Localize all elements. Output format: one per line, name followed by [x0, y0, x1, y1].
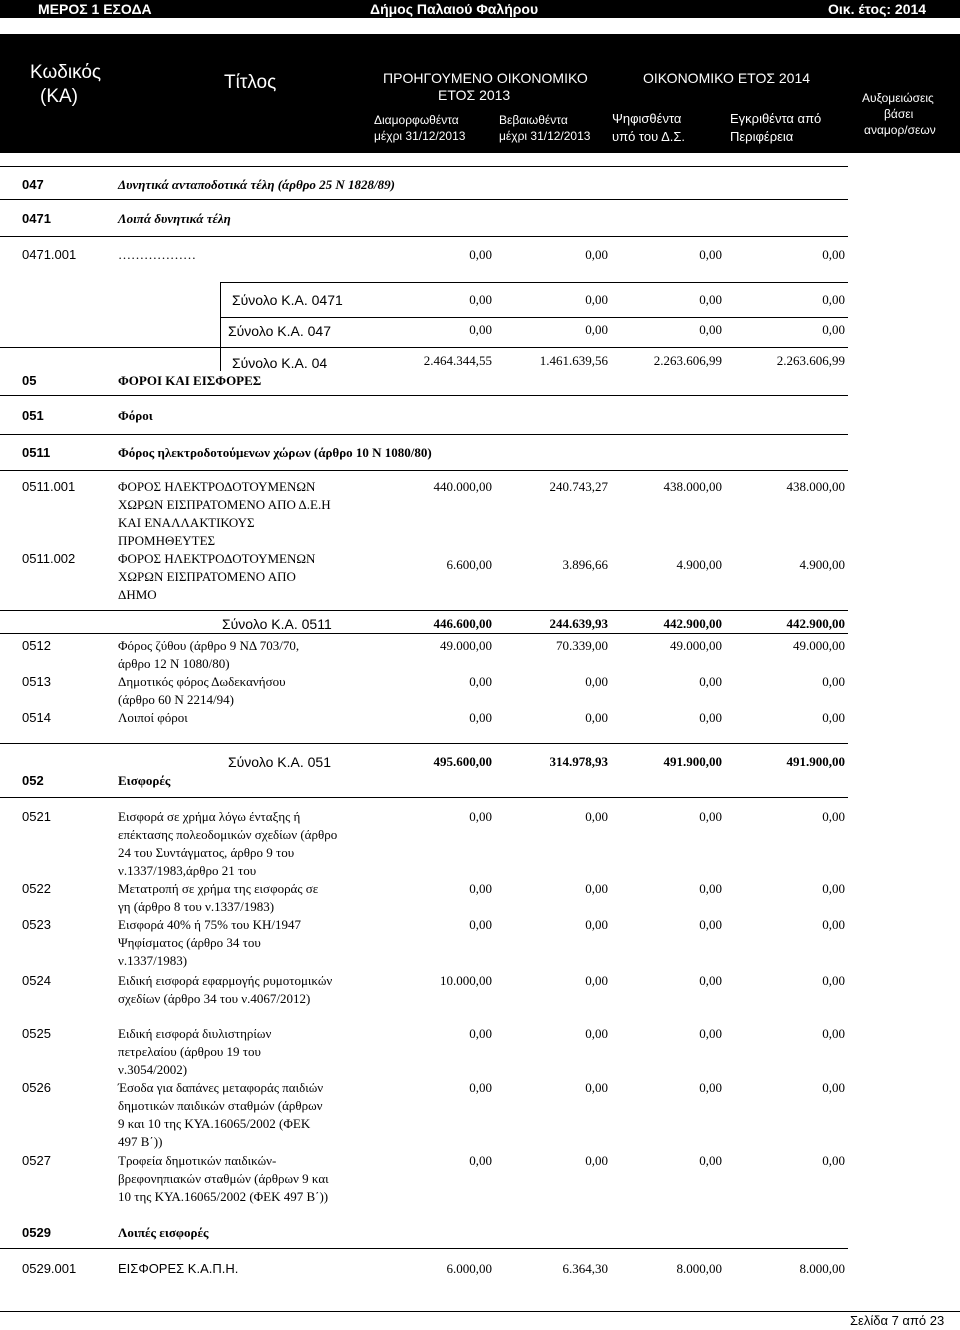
row-code: 0524: [22, 973, 51, 988]
row-divider: [0, 347, 848, 348]
section-label: ΜΕΡΟΣ 1 ΕΣΟΔΑ: [38, 1, 152, 17]
row-code: 0511.002: [22, 551, 76, 566]
row-code: 0521: [22, 809, 51, 824]
subtotal-value: 0,00: [822, 322, 845, 337]
value-voted: 0,00: [699, 710, 722, 725]
value-approved: 0,00: [822, 1026, 845, 1041]
row-code: 0525: [22, 1026, 51, 1041]
value-prev-formed: 0,00: [469, 247, 492, 262]
row-title: Ειδική εισφορά διυλιστηρίων πετρελαίου (άρθρου 19 του ν.3054/2002): [118, 1026, 272, 1077]
value-approved: 438.000,00: [786, 479, 845, 494]
total-frame: [220, 347, 221, 371]
subtotal-value: 495.600,00: [433, 754, 492, 769]
subtotal-value: 2.263.606,99: [653, 353, 722, 368]
subtotal-value: 442.900,00: [786, 616, 845, 631]
row-divider: [0, 236, 848, 237]
value-prev-formed: 0,00: [469, 1026, 492, 1041]
cur-col1-header-sub: υπό του Δ.Σ.: [612, 129, 686, 144]
value-voted: 0,00: [699, 1153, 722, 1168]
cur-year-header: ΟΙΚΟΝΟΜΙΚΟ ΕΤΟΣ 2014: [643, 70, 811, 86]
column-header: [0, 34, 960, 153]
value-approved: 0,00: [822, 710, 845, 725]
row-title: Μετατροπή σε χρήμα της εισφοράς σε γη (άρθρο 8 του ν.1337/1983): [118, 881, 319, 914]
value-approved: 0,00: [822, 1080, 845, 1095]
value-prev-formed: 0,00: [469, 674, 492, 689]
row-title: ΦΟΡΟΣ ΗΛΕΚΤΡΟΔΟΤΟΥΜΕΝΩΝ ΧΩΡΩΝ ΕΙΣΠΡΑΤΟΜΕΝΟ ΑΠΟ Δ.Ε.Η ΚΑΙ ΕΝΑΛΛΑΚΤΙΚΟΥΣ ΠΡΟΜΗΘΕΥΤΕΣ: [118, 479, 331, 548]
value-voted: 438.000,00: [663, 479, 722, 494]
row-title: Λοιπά δυνητικά τέλη: [118, 211, 231, 226]
prev-col1-header: Διαμορφωθέντα: [374, 113, 459, 127]
subtotal-value: 491.900,00: [786, 754, 845, 769]
row-title: Έσοδα για δαπάνες μεταφοράς παιδιών δημοτικών παιδικών σταθμών (άρθρων 9 και 10 της ΚΥΑ.16065/2002 (ΦΕΚ 497 Β΄)): [118, 1080, 324, 1149]
row-title: Εισφορά 40% ή 75% του ΚΗ/1947 Ψηφίσματος (άρθρο 34 του ν.1337/1983): [118, 917, 302, 968]
value-prev-formed: 6.000,00: [446, 1261, 492, 1276]
value-approved: 49.000,00: [793, 638, 845, 653]
row-code: 047: [22, 177, 44, 192]
row-title: ΕΙΣΦΟΡΕΣ Κ.Α.Π.Η.: [118, 1261, 239, 1276]
value-prev-certified: 240.743,27: [549, 479, 608, 494]
value-approved: 4.900,00: [799, 557, 845, 572]
subtotal-label: Σύνολο Κ.Α. 04: [232, 355, 328, 371]
row-code: 0513: [22, 674, 51, 689]
value-prev-certified: 0,00: [585, 1080, 608, 1095]
code-header: Κωδικός: [30, 62, 102, 83]
row-title: Ειδική εισφορά εφαρμογής ρυμοτομικών σχεδίων (άρθρο 34 του ν.4067/2012): [118, 973, 333, 1006]
value-voted: 0,00: [699, 1026, 722, 1041]
row-title: Τροφεία δημοτικών παιδικών-βρεφονηπιακών σταθμών (άρθρων 9 και 10 της ΚΥΑ.16065/2002 (ΦΕΚ 497 Β΄)): [118, 1153, 329, 1204]
value-prev-formed: 0,00: [469, 1080, 492, 1095]
row-title: ΦΟΡΟΙ ΚΑΙ ΕΙΣΦΟΡΕΣ: [118, 373, 262, 388]
subtotal-value: 1.461.639,56: [539, 353, 608, 368]
value-approved: 0,00: [822, 1153, 845, 1168]
row-divider: [0, 797, 848, 798]
value-voted: 0,00: [699, 1080, 722, 1095]
row-title: Φόρος ηλεκτροδοτούμενων χώρων (άρθρο 10 Ν 1080/80): [118, 445, 432, 460]
subtotal-value: 446.600,00: [433, 616, 492, 631]
subtotal-value: 442.900,00: [663, 616, 722, 631]
row-code: 051: [22, 408, 44, 423]
subtotal-value: 0,00: [699, 292, 722, 307]
value-voted: 0,00: [699, 809, 722, 824]
value-approved: 0,00: [822, 973, 845, 988]
cur-col2-header: Εγκριθέντα από: [730, 111, 822, 126]
subtotal-value: 314.978,93: [549, 754, 608, 769]
row-title: Λοιποί φόροι: [118, 710, 188, 725]
value-prev-certified: 0,00: [585, 710, 608, 725]
value-approved: 8.000,00: [799, 1261, 845, 1276]
value-approved: 0,00: [822, 809, 845, 824]
row-code: 0522: [22, 881, 51, 896]
value-prev-certified: 0,00: [585, 917, 608, 932]
subtotal-value: 491.900,00: [663, 754, 722, 769]
value-voted: 0,00: [699, 973, 722, 988]
prev-year-header-sub: ΕΤΟΣ 2013: [438, 87, 511, 103]
subtotal-label: Σύνολο Κ.Α. 0471: [232, 292, 343, 308]
value-prev-formed: 49.000,00: [440, 638, 492, 653]
row-divider: [0, 470, 848, 471]
row-code: 0523: [22, 917, 51, 932]
row-title: Φόροι: [118, 408, 153, 423]
row-title: ΦΟΡΟΣ ΗΛΕΚΤΡΟΔΟΤΟΥΜΕΝΩΝ ΧΩΡΩΝ ΕΙΣΠΡΑΤΟΜΕΝΟ ΑΠΟ ΔΗΜΟ: [118, 551, 316, 602]
row-code: 0514: [22, 710, 51, 725]
page-footer: [0, 1311, 960, 1330]
value-prev-certified: 0,00: [585, 809, 608, 824]
row-title: Φόρος ζύθου (άρθρο 9 ΝΔ 703/70, άρθρο 12 Ν 1080/80): [118, 638, 300, 671]
value-prev-certified: 0,00: [585, 674, 608, 689]
value-voted: 49.000,00: [670, 638, 722, 653]
row-title: Εισφορά σε χρήμα λόγω ένταξης ή επέκτασης πολεοδομικών σχεδίων (άρθρο 24 του Συντάγματος, άρθρο 9 του ν.1337/1983,άρθρο 21 του: [118, 809, 338, 878]
row-divider: [0, 199, 848, 200]
subtotal-value: 0,00: [585, 292, 608, 307]
row-divider: [220, 282, 848, 283]
row-divider: [0, 610, 848, 611]
value-approved: 0,00: [822, 881, 845, 896]
row-code: 0511.001: [22, 479, 76, 494]
subtotal-value: 0,00: [822, 292, 845, 307]
value-approved: 0,00: [822, 917, 845, 932]
adjust-header-sub2: αναμορ/σεων: [864, 123, 936, 137]
value-voted: 4.900,00: [676, 557, 722, 572]
row-title: Λοιπές εισφορές: [118, 1225, 209, 1240]
row-code: 0471.001: [22, 247, 77, 262]
row-divider: [0, 633, 848, 634]
cur-col1-header: Ψηφισθέντα: [612, 111, 682, 126]
value-prev-formed: 440.000,00: [433, 479, 492, 494]
value-prev-formed: 0,00: [469, 1153, 492, 1168]
subtotal-value: 244.639,93: [549, 616, 608, 631]
prev-col1-header-sub: μέχρι 31/12/2013: [374, 129, 466, 143]
cur-col2-header-sub: Περιφέρεια: [730, 129, 794, 144]
adjust-header-sub: βάσει: [884, 107, 914, 121]
value-prev-formed: 0,00: [469, 881, 492, 896]
value-prev-certified: 70.339,00: [556, 638, 608, 653]
prev-col2-header: Βεβαιωθέντα: [499, 113, 568, 127]
value-prev-formed: 10.000,00: [440, 973, 492, 988]
total-frame: [220, 317, 221, 347]
row-divider: [0, 395, 848, 396]
value-prev-certified: 6.364,30: [562, 1261, 608, 1276]
row-divider: [0, 743, 848, 744]
subtotal-label: Σύνολο Κ.Α. 0511: [222, 616, 332, 632]
prev-year-header: ΠΡΟΗΓΟΥΜΕΝΟ ΟΙΚΟΝΟΜΙΚΟ: [383, 70, 588, 86]
row-title: Δυνητικά ανταποδοτικά τέλη (άρθρο 25 Ν 1828/89): [118, 177, 395, 192]
subtotal-value: 0,00: [585, 322, 608, 337]
value-prev-formed: 0,00: [469, 917, 492, 932]
row-code: 0529.001: [22, 1261, 77, 1276]
row-divider: [0, 166, 848, 167]
subtotal-value: 0,00: [469, 322, 492, 337]
value-voted: 0,00: [699, 881, 722, 896]
value-prev-certified: 0,00: [585, 1026, 608, 1041]
prev-col2-header-sub: μέχρι 31/12/2013: [499, 129, 591, 143]
row-code: 0526: [22, 1080, 51, 1095]
row-divider: [0, 1248, 848, 1249]
value-approved: 0,00: [822, 247, 845, 262]
subtotal-value: 0,00: [699, 322, 722, 337]
row-code: 052: [22, 773, 44, 788]
value-prev-certified: 3.896,66: [562, 557, 608, 572]
row-code: 0511: [22, 445, 51, 460]
value-prev-formed: 6.600,00: [446, 557, 492, 572]
row-code: 0527: [22, 1153, 51, 1168]
title-header: Τίτλος: [224, 72, 277, 93]
top-bar: [0, 0, 960, 18]
row-code: 0471: [22, 211, 51, 226]
subtotal-value: 0,00: [469, 292, 492, 307]
subtotal-value: 2.464.344,55: [423, 353, 492, 368]
fiscal-year: Οικ. έτος: 2014: [828, 1, 927, 17]
row-divider: [0, 434, 848, 435]
value-voted: 0,00: [699, 247, 722, 262]
value-prev-certified: 0,00: [585, 247, 608, 262]
value-prev-certified: 0,00: [585, 1153, 608, 1168]
municipality-name: Δήμος Παλαιού Φαλήρου: [370, 1, 539, 17]
row-title: ………………: [118, 247, 196, 262]
value-prev-certified: 0,00: [585, 973, 608, 988]
value-prev-formed: 0,00: [469, 710, 492, 725]
subtotal-value: 2.263.606,99: [776, 353, 845, 368]
value-voted: 0,00: [699, 917, 722, 932]
value-prev-formed: 0,00: [469, 809, 492, 824]
value-approved: 0,00: [822, 674, 845, 689]
page-number: Σελίδα 7 από 23: [850, 1313, 945, 1328]
row-divider: [220, 317, 848, 318]
row-code: 0512: [22, 638, 51, 653]
value-voted: 0,00: [699, 674, 722, 689]
code-header-sub: (ΚΑ): [40, 86, 78, 107]
row-title: Εισφορές: [118, 773, 171, 788]
value-voted: 8.000,00: [676, 1261, 722, 1276]
total-frame: [220, 282, 221, 317]
row-code: 0529: [22, 1225, 51, 1240]
row-code: 05: [22, 373, 37, 388]
value-prev-certified: 0,00: [585, 881, 608, 896]
adjust-header: Αυξομειώσεις: [862, 91, 934, 105]
subtotal-label: Σύνολο Κ.Α. 047: [228, 323, 331, 339]
subtotal-label: Σύνολο Κ.Α. 051: [228, 754, 331, 770]
row-title: Δημοτικός φόρος Δωδεκανήσου (άρθρο 60 Ν 2214/94): [118, 674, 286, 707]
